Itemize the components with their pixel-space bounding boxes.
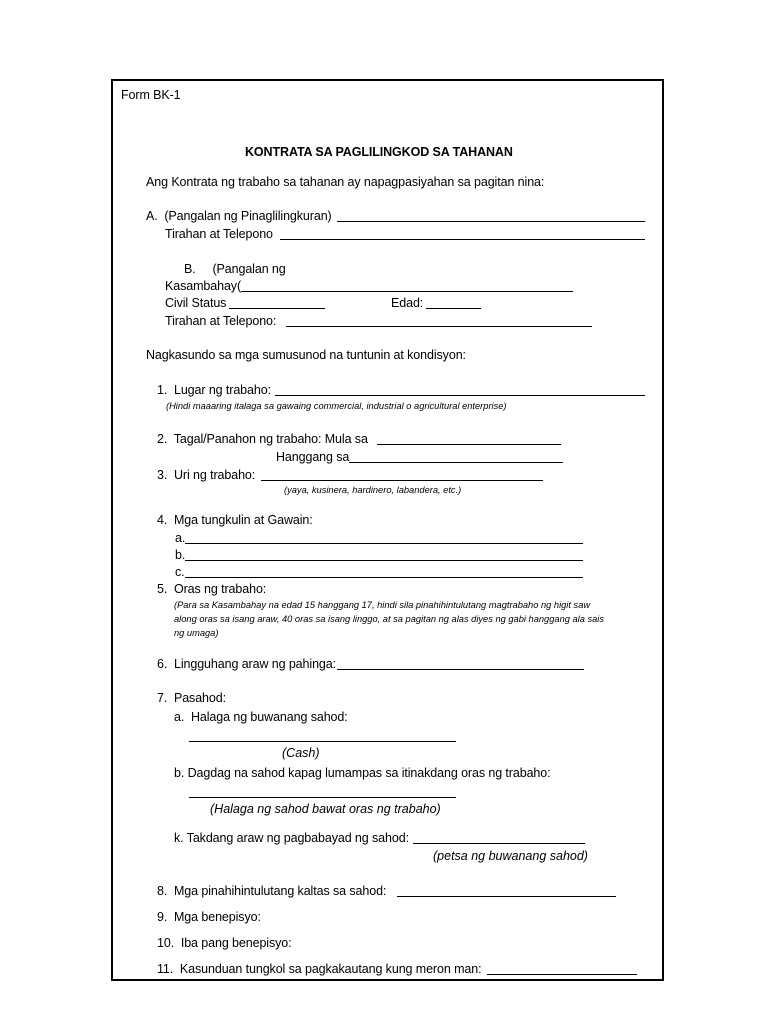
duty-a-field[interactable]	[185, 543, 583, 544]
party-a-address-label: Tirahan at Telepono	[165, 227, 273, 241]
form-code: Form BK-1	[121, 88, 181, 102]
payday-field[interactable]	[413, 843, 585, 844]
form-title: KONTRATA SA PAGLILINGKOD SA TAHANAN	[245, 145, 513, 159]
item-6-label: 6. Lingguhang araw ng pahinga:	[157, 657, 336, 671]
item-1-note: (Hindi maaaring italaga sa gawaing commercial, industrial o agricultural enterprise)	[166, 401, 507, 411]
monthly-wage-field[interactable]	[189, 741, 456, 742]
party-a-address-field[interactable]	[280, 239, 645, 240]
end-date-field[interactable]	[349, 462, 563, 463]
party-b-address-label: Tirahan at Telepono:	[165, 314, 277, 328]
overtime-wage-field[interactable]	[189, 797, 456, 798]
age-label: Edad:	[391, 296, 424, 310]
party-a-name-field[interactable]	[337, 221, 645, 222]
item-5-note-3: ng umaga)	[174, 628, 219, 638]
item-3-note: (yaya, kusinera, hardinero, labandera, etc.)	[284, 485, 462, 495]
work-type-field[interactable]	[261, 480, 543, 481]
monthly-wage-caption: (Cash)	[282, 746, 320, 760]
debt-agreement-field[interactable]	[487, 974, 637, 975]
rest-day-field[interactable]	[337, 669, 584, 670]
item-5-note-2: along oras sa isang araw, 40 oras sa isang linggo, at sa pagitan ng alas diyes ng gabi hanggang ala sais	[174, 614, 605, 624]
age-field[interactable]	[426, 308, 481, 309]
party-b-address-field[interactable]	[286, 326, 592, 327]
duty-b-field[interactable]	[185, 560, 583, 561]
payday-caption: (petsa ng buwanang sahod)	[433, 849, 588, 863]
item-10-label: 10. Iba pang benepisyo:	[157, 936, 292, 950]
party-b-name-label-2: Kasambahay(	[165, 279, 242, 293]
work-location-field[interactable]	[275, 395, 645, 396]
party-b-name-label-1: B. (Pangalan ng	[184, 262, 286, 276]
party-b-name-field[interactable]	[241, 291, 573, 292]
intro-text: Ang Kontrata ng trabaho sa tahanan ay napagpasiyahan sa pagitan nina:	[146, 175, 545, 189]
item-9-label: 9. Mga benepisyo:	[157, 910, 261, 924]
duty-c-label: c.	[175, 565, 185, 579]
item-5-label: 5. Oras ng trabaho:	[157, 582, 267, 596]
civil-status-label: Civil Status	[165, 296, 227, 310]
item-1-label: 1. Lugar ng trabaho:	[157, 383, 271, 397]
item-2-until-label: Hanggang sa	[276, 450, 350, 464]
civil-status-field[interactable]	[229, 308, 325, 309]
party-a-name-label: A. (Pangalan ng Pinaglilingkuran)	[146, 209, 332, 223]
overtime-wage-label: b. Dagdag na sahod kapag lumampas sa itinakdang oras ng trabaho:	[174, 766, 551, 780]
overtime-wage-caption: (Halaga ng sahod bawat oras ng trabaho)	[210, 802, 441, 816]
item-8-label: 8. Mga pinahihintulutang kaltas sa sahod:	[157, 884, 387, 898]
item-2-label: 2. Tagal/Panahon ng trabaho: Mula sa	[157, 432, 368, 446]
item-11-label: 11. Kasunduan tungkol sa pagkakautang kung meron man:	[157, 962, 482, 976]
payday-label: k. Takdang araw ng pagbabayad ng sahod:	[174, 831, 409, 845]
item-4-label: 4. Mga tungkulin at Gawain:	[157, 513, 313, 527]
terms-intro: Nagkasundo sa mga sumusunod na tuntunin at kondisyon:	[146, 348, 466, 362]
start-date-field[interactable]	[377, 444, 561, 445]
duty-c-field[interactable]	[185, 577, 583, 578]
duty-b-label: b.	[175, 548, 186, 562]
monthly-wage-label: a. Halaga ng buwanang sahod:	[174, 710, 348, 724]
item-7-label: 7. Pasahod:	[157, 691, 226, 705]
deductions-field[interactable]	[397, 896, 616, 897]
item-5-note-1: (Para sa Kasambahay na edad 15 hanggang 17, hindi sila pinahihintulutang magtrabaho ng higit saw	[174, 600, 591, 610]
item-3-label: 3. Uri ng trabaho:	[157, 468, 256, 482]
duty-a-label: a.	[175, 531, 186, 545]
